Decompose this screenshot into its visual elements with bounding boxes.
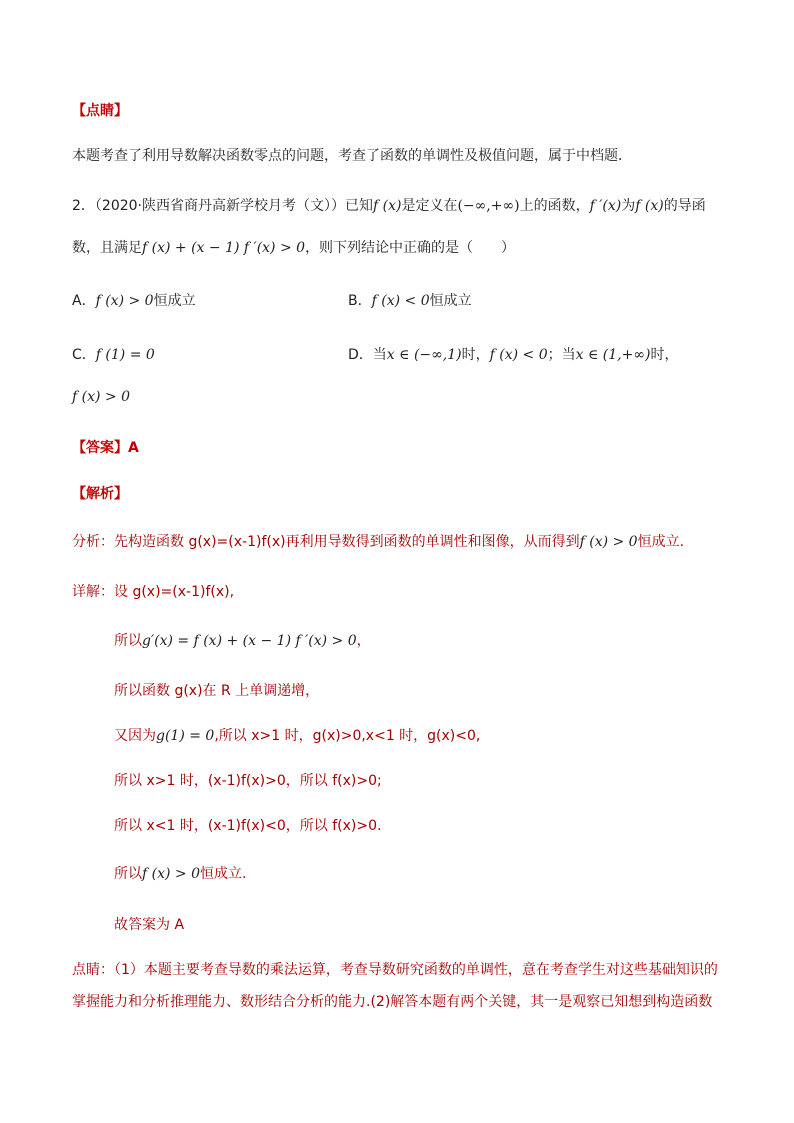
math-expr: (−∞,+∞)	[457, 198, 520, 214]
q2-text: 是定义在	[401, 198, 458, 214]
math-expr: x ∈ (1,+∞)	[575, 347, 651, 363]
math-expr: f (x) > 0	[142, 866, 200, 882]
option-text: ；当	[547, 347, 576, 363]
math-expr: f (x) > 0	[579, 534, 638, 550]
math-expr: f (1) = 0	[95, 347, 155, 363]
math-expr: f (x)	[373, 198, 402, 214]
math-expr: f (x) < 0	[489, 347, 548, 363]
option-a	[72, 291, 196, 311]
option-label: B．	[348, 293, 372, 309]
step-text: 又因为	[114, 728, 156, 744]
step-text: 所以	[114, 866, 142, 882]
math-expr: g(1) = 0	[156, 728, 215, 744]
analysis-text: 分析：先构造函数 g(x)=(x-1)f(x)再利用导数得到函数的单调性和图像，从而得到	[72, 534, 580, 550]
step-text: 所以	[114, 633, 142, 649]
question-2-line-2	[72, 238, 515, 258]
math-expr: x ∈ (−∞,1)	[386, 347, 462, 363]
solution-step-1	[114, 631, 371, 651]
detail-line: 详解：设 g(x)=(x-1)f(x),	[72, 584, 235, 600]
option-text: 时，	[461, 347, 490, 363]
dianjing2-line-2: 掌握能力和分析推理能力、数形结合分析的能力.(2)解答本题有两个关键，其一是观察已知想到构造函数	[72, 994, 713, 1010]
q2-text: 上的函数，	[519, 198, 590, 214]
option-b	[348, 291, 472, 311]
math-expr: f (x) > 0	[95, 293, 154, 309]
answer-label: 【答案】	[72, 440, 128, 456]
option-label: A．	[72, 293, 96, 309]
answer-value: A	[128, 440, 139, 456]
step-text: 恒成立.	[200, 866, 247, 882]
math-expr: f (x) + (x − 1) f ′(x) > 0	[142, 240, 306, 256]
math-expr: f (x) > 0	[72, 389, 130, 405]
option-c	[72, 345, 155, 365]
solution-step-3	[114, 726, 480, 746]
question-2-line-1	[72, 196, 706, 216]
math-expr: f ′(x)	[589, 198, 622, 214]
option-text: 时，	[650, 347, 679, 363]
dianjing-text: 本题考查了利用导数解决函数零点的问题，考查了函数的单调性及极值问题，属于中档题．	[72, 148, 632, 164]
q2-text: 数，且满足	[72, 240, 142, 256]
analysis-text: 恒成立.	[637, 534, 685, 550]
option-text: 恒成立	[153, 293, 196, 309]
dianjing2-line-1: 点睛：（1）本题主要考查导数的乘法运算，考查导数研究函数的单调性，意在考查学生对这些基础知识的	[72, 962, 718, 978]
solution-step-2: 所以函数 g(x)在 R 上单调递增，	[114, 683, 320, 699]
solution-conclusion: 故答案为 A	[114, 917, 185, 933]
q2-text: 2．（2020·陕西省商丹高新学校月考（文））已知	[72, 198, 373, 214]
section-heading-jiexi: 【解析】	[72, 486, 128, 502]
solution-step-4: 所以 x>1 时，(x-1)f(x)>0，所以 f(x)>0;	[114, 773, 382, 789]
option-label: C．	[72, 347, 96, 363]
option-d	[348, 345, 678, 365]
math-expr: g′(x) = f (x) + (x − 1) f ′(x) > 0	[142, 633, 357, 649]
step-text: ,所以 x>1 时，g(x)>0,x<1 时，g(x)<0,	[214, 728, 481, 744]
q2-text: 为	[621, 198, 636, 214]
option-d-continued	[72, 387, 130, 407]
q2-text: ，则下列结论中正确的是（ ）	[305, 240, 516, 256]
solution-step-5: 所以 x<1 时，(x-1)f(x)<0，所以 f(x)>0.	[114, 818, 382, 834]
option-text: 恒成立	[429, 293, 472, 309]
analysis-line	[72, 532, 684, 552]
math-expr: f (x) < 0	[371, 293, 430, 309]
answer-line	[72, 438, 139, 458]
step-text: ，	[356, 633, 371, 649]
q2-text: 的导函	[663, 198, 706, 214]
option-label: D．当	[348, 347, 387, 363]
section-heading-dianjing: 【点睛】	[72, 103, 128, 119]
solution-step-6	[114, 864, 246, 884]
math-expr: f (x)	[635, 198, 664, 214]
